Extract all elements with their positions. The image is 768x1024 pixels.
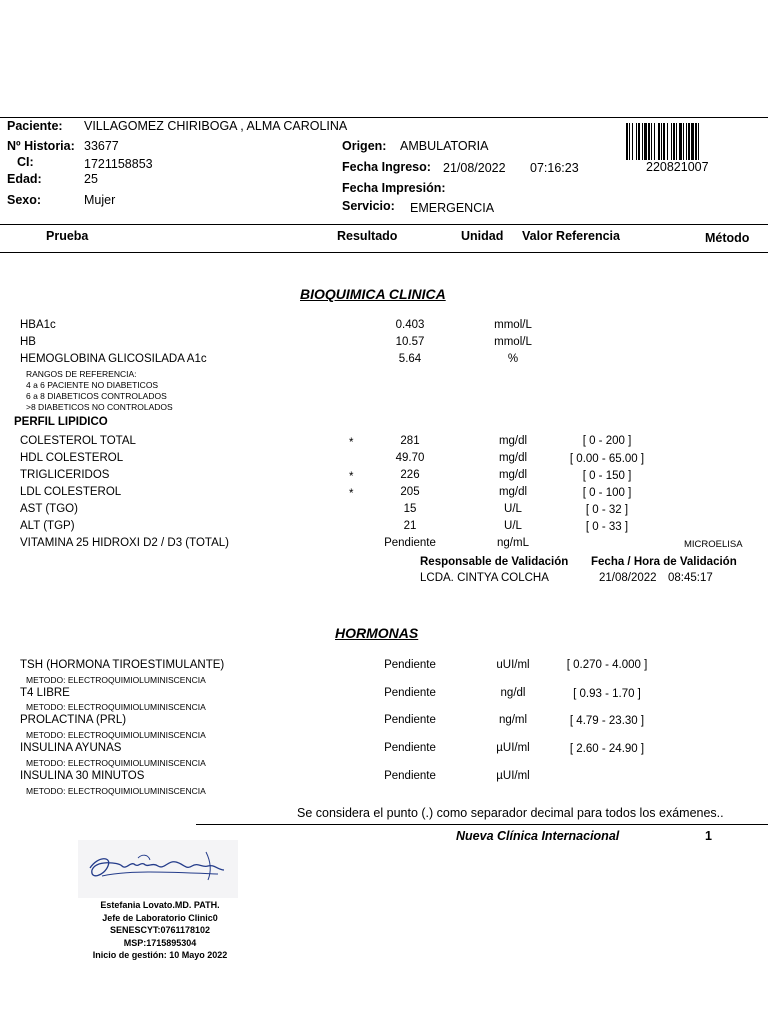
barcode xyxy=(626,123,766,160)
servicio-value: EMERGENCIA xyxy=(410,201,495,215)
servicio-label: Servicio: xyxy=(342,199,395,213)
signature-line: Inicio de gestión: 10 Mayo 2022 xyxy=(92,950,228,960)
test-result: 21 xyxy=(403,520,417,532)
test-result: 205 xyxy=(400,486,420,498)
test-name: HB xyxy=(20,336,36,348)
rangos-line: >8 DIABETICOS NO CONTROLADOS xyxy=(26,402,173,412)
test-unit: U/L xyxy=(504,520,522,532)
columns-top-rule xyxy=(0,224,768,225)
test-name: HDL COLESTEROL xyxy=(20,452,124,464)
validation-date-label: Fecha / Hora de Validación xyxy=(591,556,737,568)
test-reference: [ 0 - 100 ] xyxy=(582,487,632,499)
test-unit: U/L xyxy=(504,503,522,515)
abnormal-flag: * xyxy=(349,437,354,449)
test-result: Pendiente xyxy=(384,770,436,782)
signature-line: Jefe de Laboratorio Clinic0 xyxy=(102,912,218,923)
perfil-lipidico-title: PERFIL LIPIDICO xyxy=(14,416,108,428)
test-unit: uUI/ml xyxy=(496,659,530,671)
test-unit: ng/ml xyxy=(498,714,528,726)
section-title-bioquimica: BIOQUIMICA CLINICA xyxy=(300,286,446,302)
rangos-line: 6 a 8 DIABETICOS CONTROLADOS xyxy=(26,391,167,401)
sexo-label: Sexo: xyxy=(7,193,42,207)
section-title-hormonas: HORMONAS xyxy=(335,625,419,641)
ci-value: 1721158853 xyxy=(84,157,153,171)
test-reference: [ 0 - 33 ] xyxy=(585,521,629,533)
col-prueba: Prueba xyxy=(46,229,89,243)
test-name: PROLACTINA (PRL) xyxy=(20,714,127,726)
signature-line: Estefania Lovato.MD. PATH. xyxy=(100,900,220,910)
ingreso-fecha: 21/08/2022 xyxy=(443,161,506,175)
col-resultado: Resultado xyxy=(337,229,398,243)
test-reference: [ 4.79 - 23.30 ] xyxy=(569,715,645,727)
test-unit: µUI/ml xyxy=(496,770,530,782)
test-result: 281 xyxy=(400,435,420,447)
test-unit: µUI/ml xyxy=(496,742,530,754)
test-result: Pendiente xyxy=(384,714,436,726)
col-valor-referencia: Valor Referencia xyxy=(522,229,620,243)
test-result: Pendiente xyxy=(384,537,436,549)
test-result: Pendiente xyxy=(384,659,436,671)
test-result: 49.70 xyxy=(395,452,425,464)
test-name: LDL COLESTEROL xyxy=(20,486,122,498)
ingreso-label: Fecha Ingreso: xyxy=(342,160,431,174)
test-unit: mg/dl xyxy=(498,452,528,464)
test-name: INSULINA AYUNAS xyxy=(20,742,122,754)
abnormal-flag: * xyxy=(349,488,354,500)
col-unidad: Unidad xyxy=(461,229,504,243)
test-unit: mg/dl xyxy=(498,486,528,498)
edad-value: 25 xyxy=(84,172,98,186)
origen-value: AMBULATORIA xyxy=(400,139,489,153)
ingreso-hora: 07:16:23 xyxy=(530,161,579,175)
test-name: HEMOGLOBINA GLICOSILADA A1c xyxy=(20,353,207,365)
test-name: T4 LIBRE xyxy=(20,687,70,699)
test-method: METODO: ELECTROQUIMIOLUMINISCENCIA xyxy=(26,675,206,685)
validation-time: 08:45:17 xyxy=(668,572,713,584)
test-reference: [ 0.00 - 65.00 ] xyxy=(569,453,645,465)
signature-image xyxy=(78,840,238,898)
decimal-note: Se considera el punto (.) como separador decimal para todos los exámenes.. xyxy=(297,806,724,820)
test-reference: [ 0 - 150 ] xyxy=(582,470,632,482)
test-name: TSH (HORMONA TIROESTIMULANTE) xyxy=(20,659,225,671)
test-unit: mg/dl xyxy=(498,435,528,447)
sexo-value: Mujer xyxy=(84,193,116,207)
columns-bottom-rule xyxy=(0,252,768,253)
paciente-label: Paciente: xyxy=(7,119,63,133)
test-unit: ng/dl xyxy=(500,687,526,699)
historia-value: 33677 xyxy=(84,139,119,153)
test-result: 15 xyxy=(403,503,417,515)
test-result: 5.64 xyxy=(398,353,422,365)
abnormal-flag: * xyxy=(349,471,354,483)
footer-rule xyxy=(196,824,768,825)
test-reference: [ 0.93 - 1.70 ] xyxy=(573,688,641,700)
rangos-line: 4 a 6 PACIENTE NO DIABETICOS xyxy=(26,380,159,390)
test-result: 0.403 xyxy=(395,319,425,331)
ci-label: CI: xyxy=(17,155,34,169)
test-reference: [ 0 - 200 ] xyxy=(582,435,632,447)
test-reference: [ 0.270 - 4.000 ] xyxy=(566,659,648,671)
edad-label: Edad: xyxy=(7,172,42,186)
validation-date: 21/08/2022 xyxy=(599,572,657,584)
validation-responsible: LCDA. CINTYA COLCHA xyxy=(420,572,549,584)
test-result: 10.57 xyxy=(395,336,425,348)
clinic-name: Nueva Clínica Internacional xyxy=(456,829,620,843)
test-name: HBA1c xyxy=(20,319,56,331)
test-method: METODO: ELECTROQUIMIOLUMINISCENCIA xyxy=(26,730,206,740)
signature-line: MSP:1715895304 xyxy=(123,937,197,948)
barcode-number: 220821007 xyxy=(646,160,709,174)
test-method: METODO: ELECTROQUIMIOLUMINISCENCIA xyxy=(26,758,206,768)
test-reference: [ 2.60 - 24.90 ] xyxy=(569,743,645,755)
paciente-value: VILLAGOMEZ CHIRIBOGA , ALMA CAROLINA xyxy=(84,119,348,133)
test-name: COLESTEROL TOTAL xyxy=(20,435,136,447)
test-result: Pendiente xyxy=(384,687,436,699)
test-name: INSULINA 30 MINUTOS xyxy=(20,770,145,782)
test-result: 226 xyxy=(400,469,420,481)
test-unit: mmol/L xyxy=(494,336,532,348)
validation-responsible-label: Responsable de Validación xyxy=(420,556,569,568)
test-name: TRIGLICERIDOS xyxy=(20,469,110,481)
test-method: METODO: ELECTROQUIMIOLUMINISCENCIA xyxy=(26,786,206,796)
test-name: VITAMINA 25 HIDROXI D2 / D3 (TOTAL) xyxy=(20,537,229,549)
test-method: METODO: ELECTROQUIMIOLUMINISCENCIA xyxy=(26,702,206,712)
rangos-line: RANGOS DE REFERENCIA: xyxy=(26,369,137,379)
test-reference: [ 0 - 32 ] xyxy=(585,504,629,516)
test-method: MICROELISA xyxy=(684,539,743,550)
header-top-rule xyxy=(0,117,768,118)
origen-label: Origen: xyxy=(342,139,387,153)
historia-label: Nº Historia: xyxy=(7,139,75,153)
test-unit: % xyxy=(507,353,519,365)
test-unit: ng/mL xyxy=(497,537,529,549)
page-number: 1 xyxy=(705,829,712,843)
test-name: AST (TGO) xyxy=(20,503,78,515)
test-unit: mg/dl xyxy=(498,469,528,481)
signature-text-block xyxy=(60,899,260,962)
signature-line: SENESCYT:0761178102 xyxy=(109,925,211,935)
test-result: Pendiente xyxy=(384,742,436,754)
impresion-label: Fecha Impresión: xyxy=(342,181,446,195)
col-metodo: Método xyxy=(705,231,750,245)
test-name: ALT (TGP) xyxy=(20,520,75,532)
test-unit: mmol/L xyxy=(494,319,532,331)
